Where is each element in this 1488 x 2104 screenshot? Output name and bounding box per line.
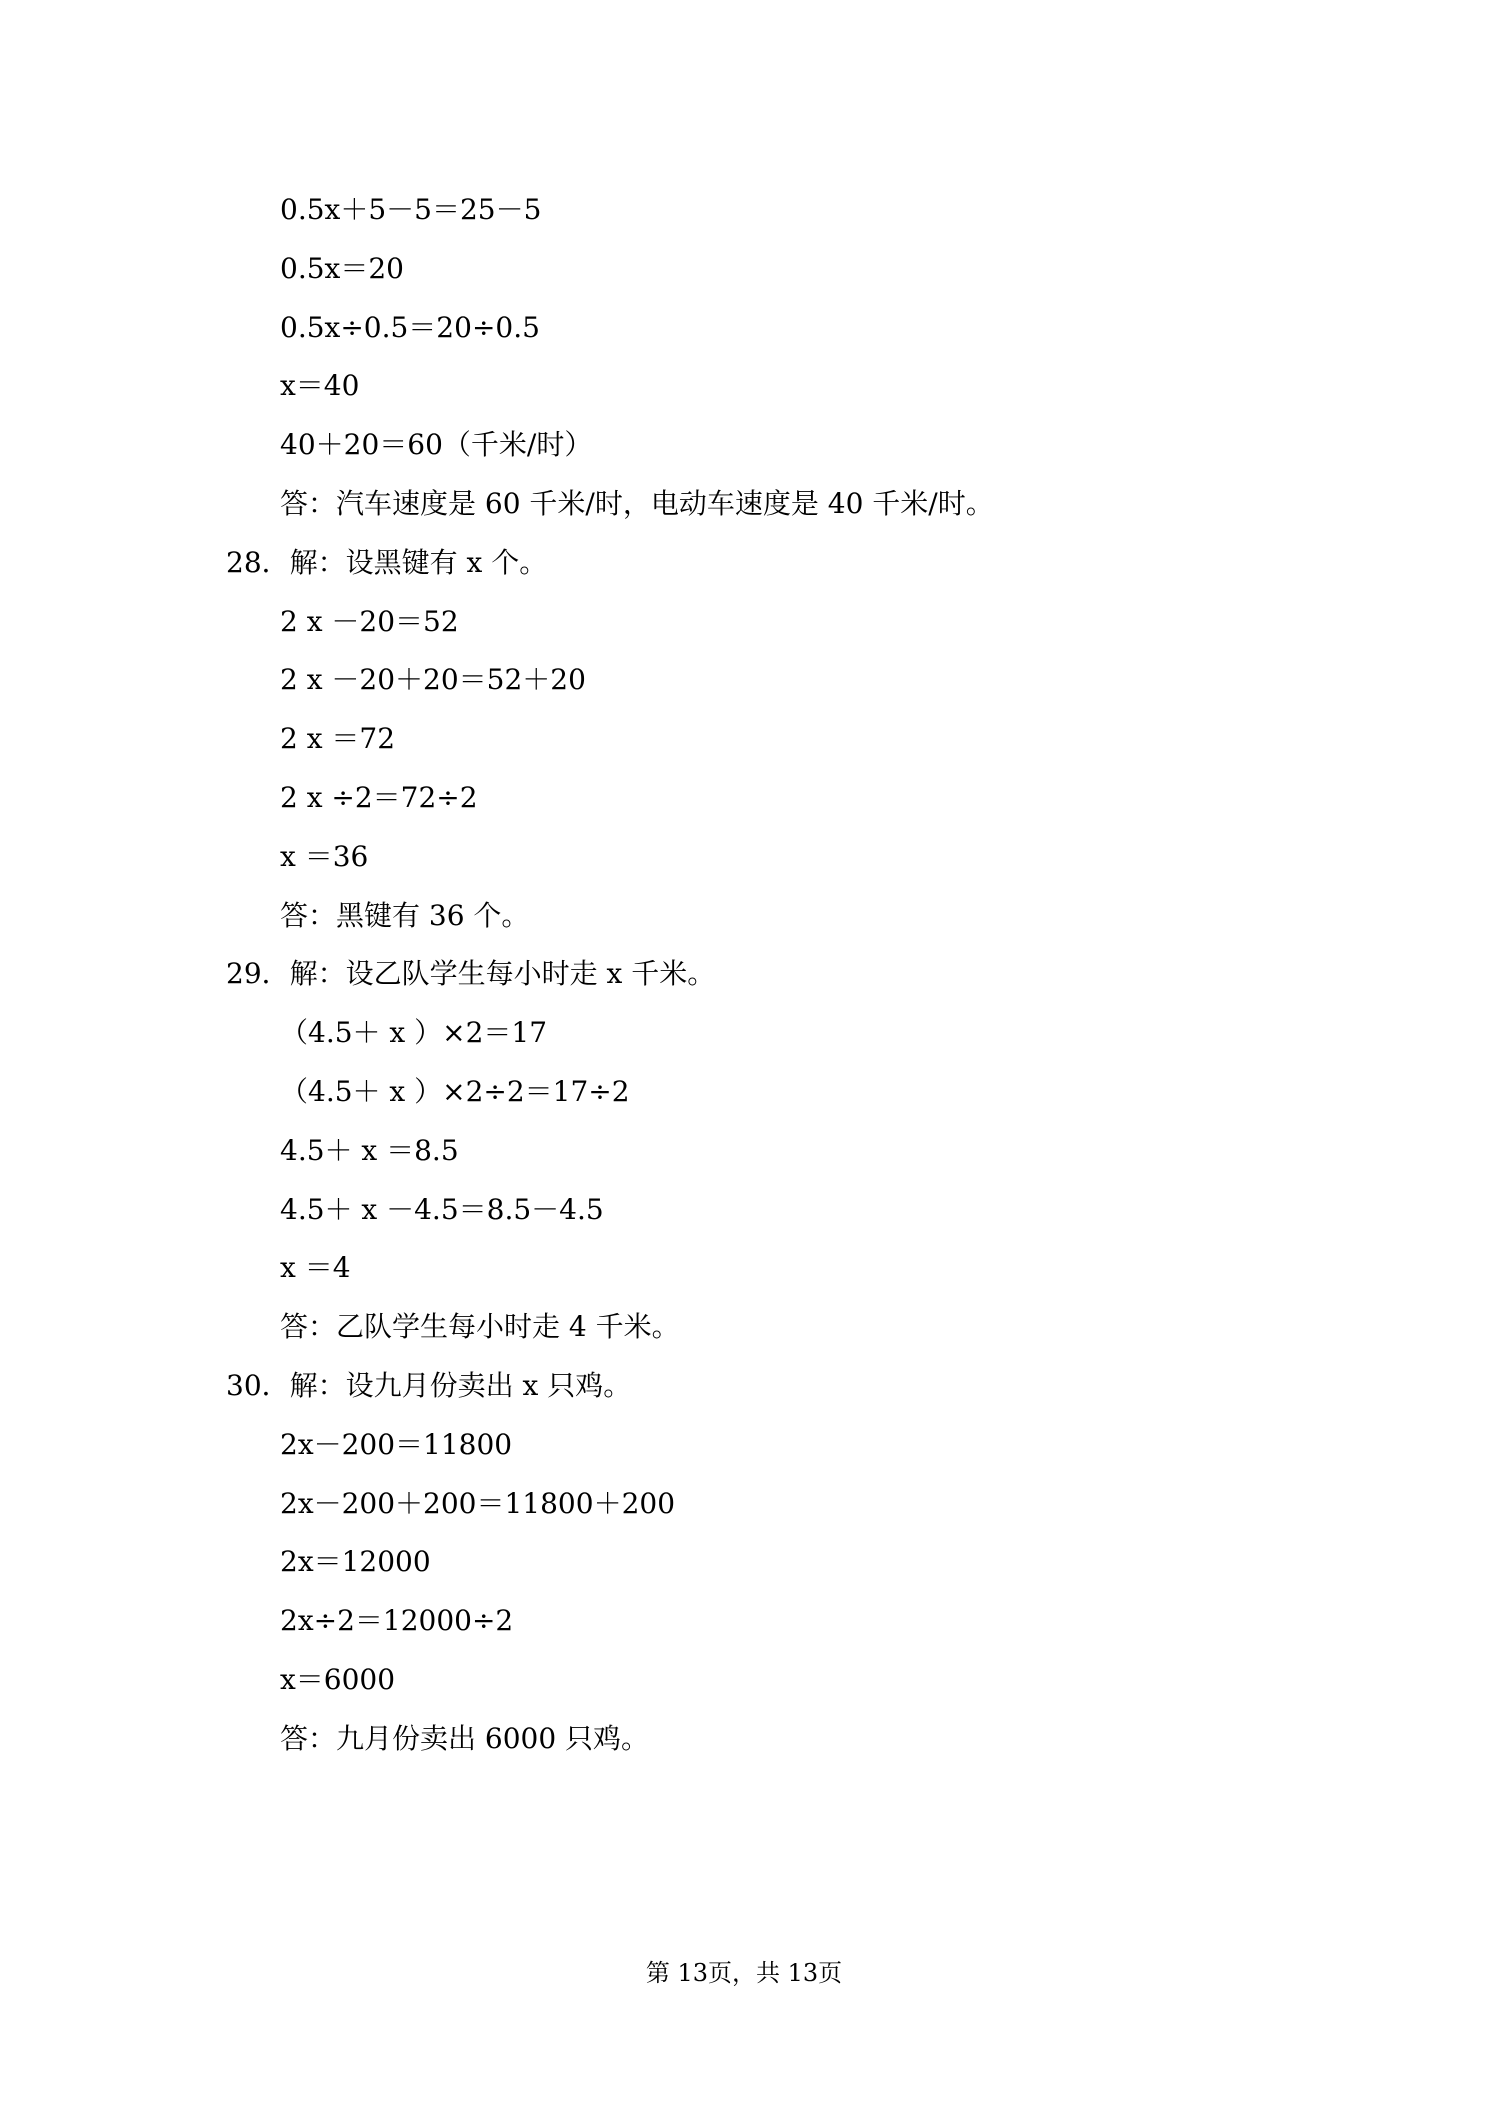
equation-step: 2 x ÷2＝72÷2 [280, 781, 478, 814]
equation-step: 2x－200＝11800 [280, 1428, 513, 1461]
problem-30-header [226, 1368, 631, 1404]
equation-step: 4.5＋ x －4.5＝8.5－4.5 [280, 1193, 604, 1226]
equation-step: x＝40 [280, 369, 360, 402]
equation-step: 2x＝12000 [280, 1545, 431, 1578]
answer-text: 答：乙队学生每小时走 4 千米。 [280, 1310, 680, 1343]
problem-number: 29． [226, 957, 290, 990]
equation-step: 40＋20＝60（千米/时） [280, 428, 593, 461]
answer-text: 答：九月份卖出 6000 只鸡。 [280, 1722, 650, 1755]
equation-step: （4.5＋ x ）×2÷2＝17÷2 [280, 1075, 630, 1108]
problem-setup: 解：设九月份卖出 x 只鸡。 [289, 1369, 632, 1402]
equation-step: 2 x ＝72 [280, 722, 396, 755]
equation-step: 2x－200＋200＝11800＋200 [280, 1487, 676, 1520]
equation-step: 0.5x＝20 [280, 252, 404, 285]
problem-setup: 解：设乙队学生每小时走 x 千米。 [289, 957, 716, 990]
equation-step: （4.5＋ x ）×2＝17 [280, 1016, 548, 1049]
equation-step: 2 x －20＝52 [280, 605, 459, 638]
page-number-footer: 第 13页，共 13页 [645, 1959, 843, 1987]
answer-text: 答：黑键有 36 个。 [280, 899, 530, 932]
equation-step: 2 x －20＋20＝52＋20 [280, 663, 586, 696]
problem-29-header [226, 956, 715, 992]
answer-text: 答：汽车速度是 60 千米/时，电动车速度是 40 千米/时。 [280, 487, 994, 520]
equation-step: x ＝36 [280, 840, 369, 873]
equation-step: 0.5x÷0.5＝20÷0.5 [280, 311, 540, 344]
problem-number: 30． [226, 1369, 290, 1402]
equation-step: x ＝4 [280, 1251, 351, 1284]
equation-step: 2x÷2＝12000÷2 [280, 1604, 514, 1637]
equation-step: 0.5x＋5－5＝25－5 [280, 193, 542, 226]
equation-step: 4.5＋ x ＝8.5 [280, 1134, 459, 1167]
equation-step: x＝6000 [280, 1663, 396, 1696]
problem-number: 28． [226, 546, 290, 579]
problem-28-header [226, 545, 547, 581]
problem-setup: 解：设黑键有 x 个。 [289, 546, 548, 579]
